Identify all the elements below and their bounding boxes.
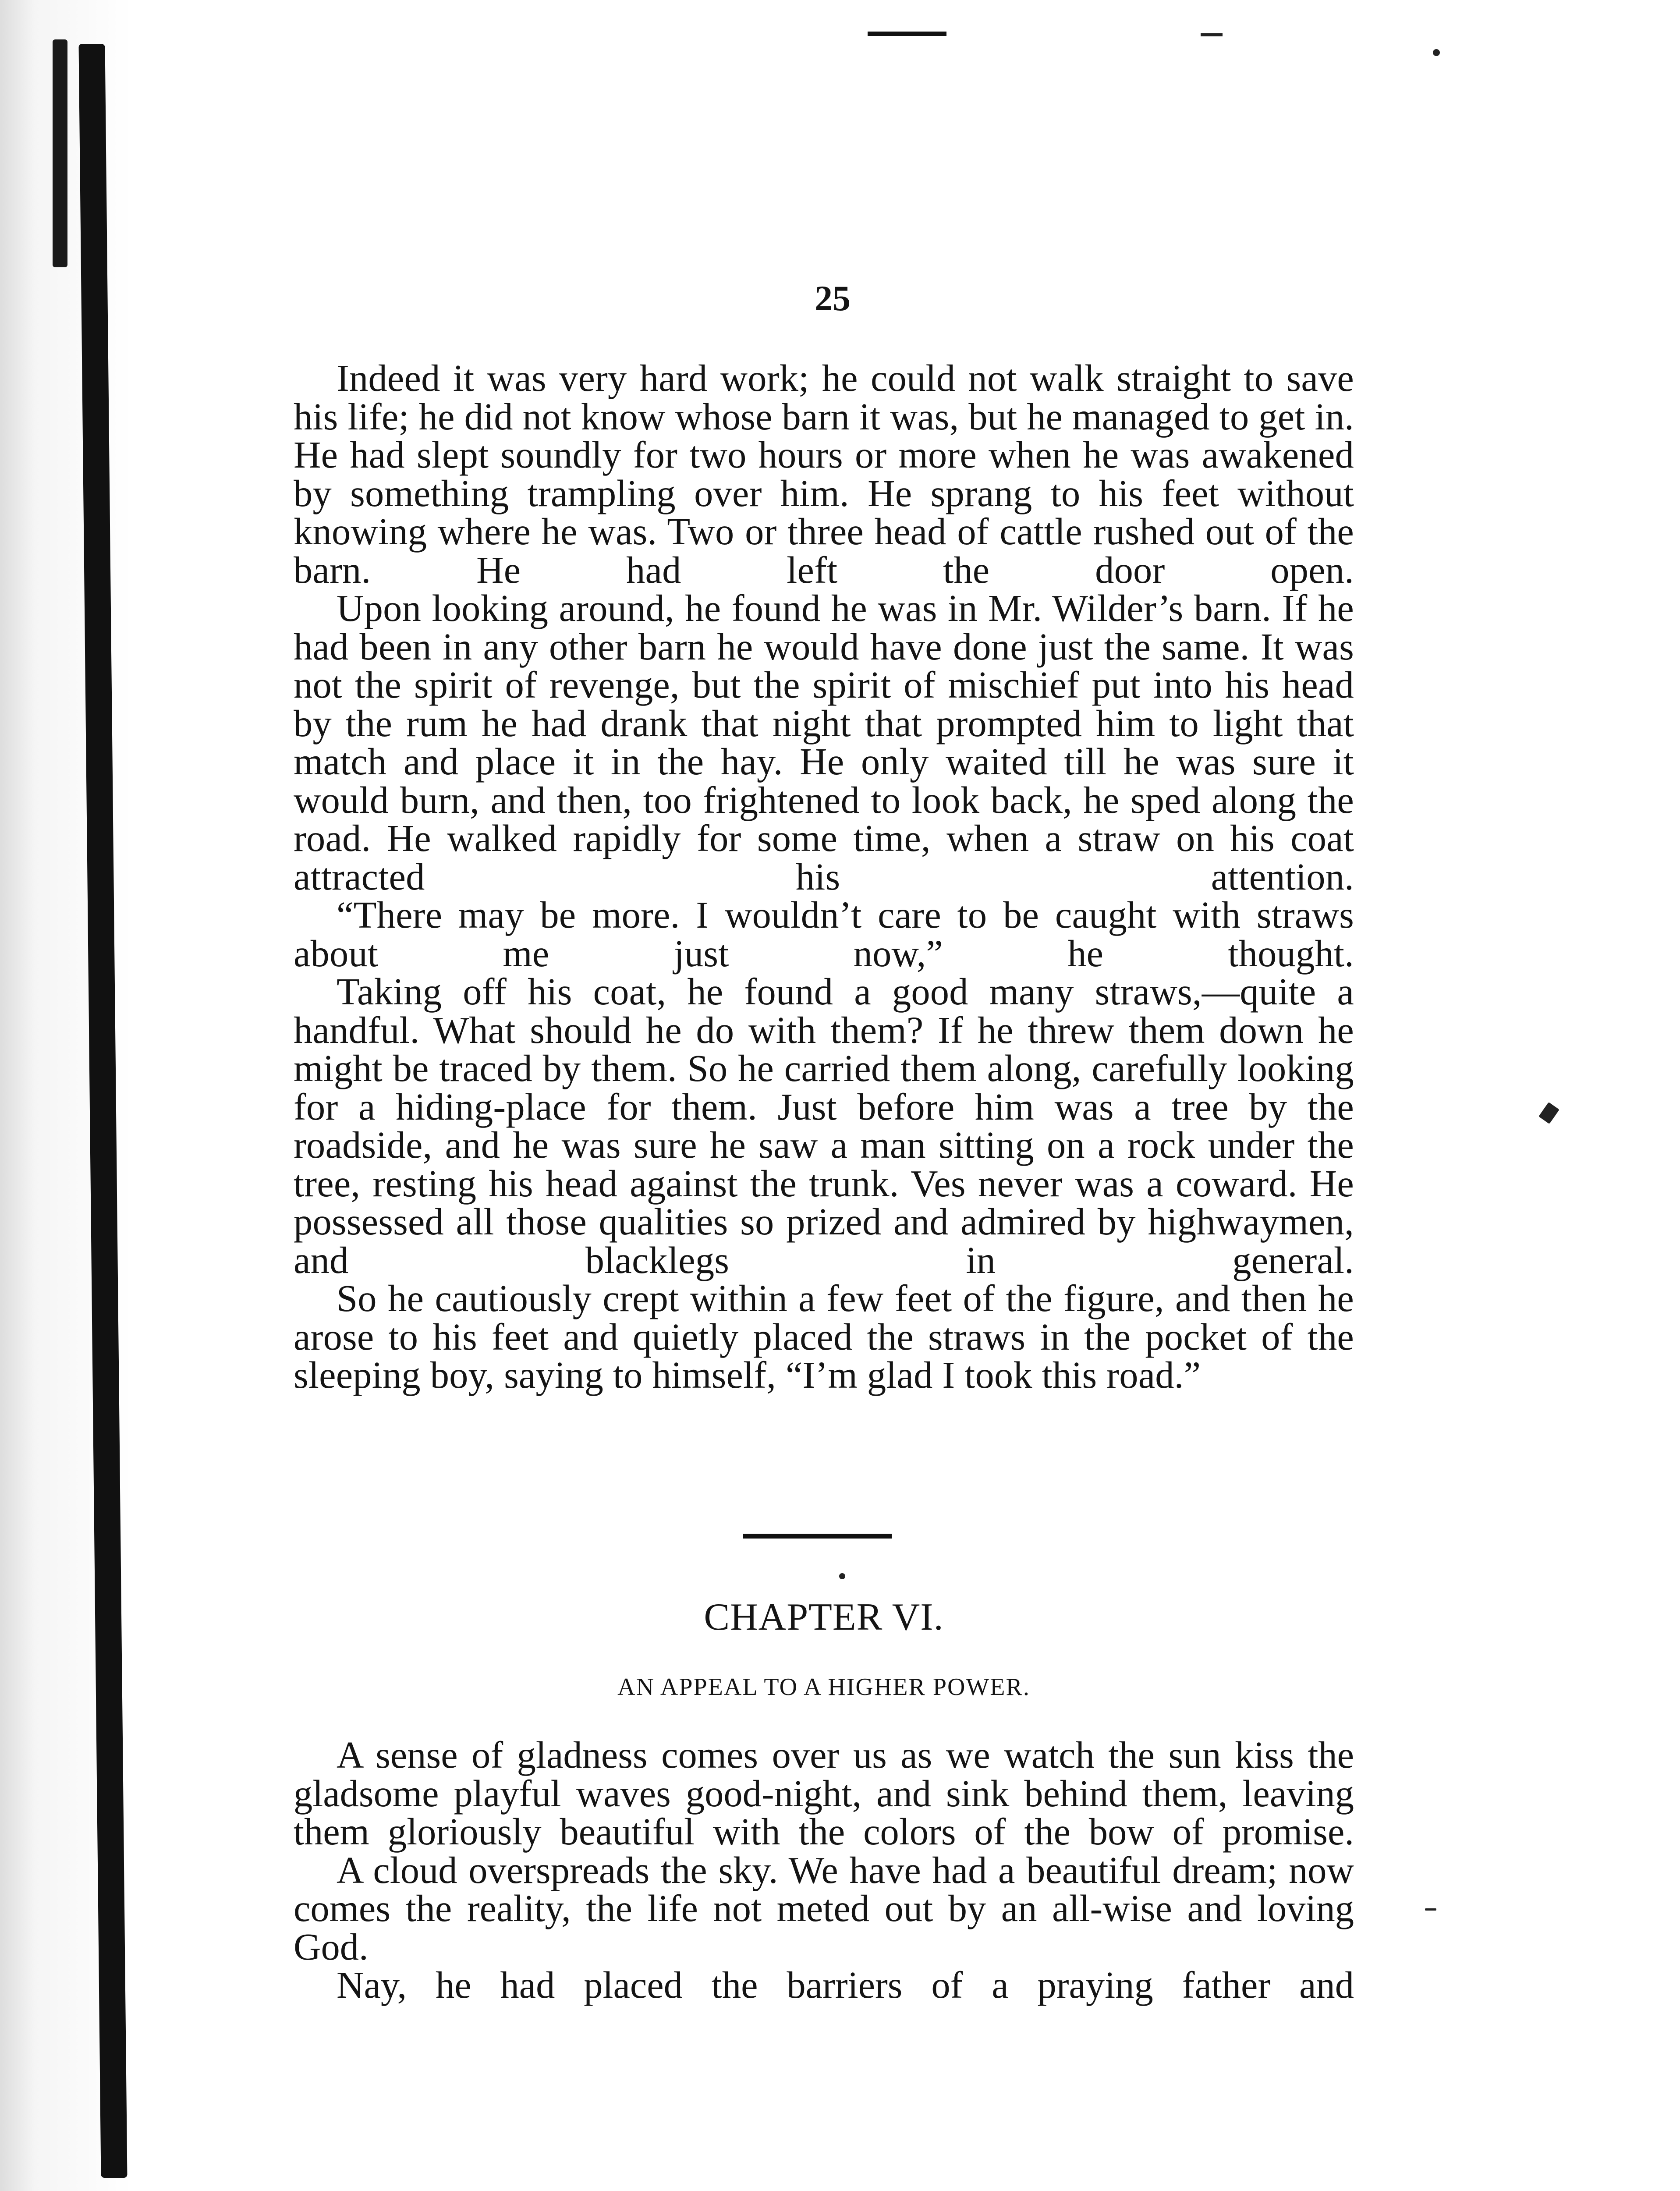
scan-speck xyxy=(1433,49,1440,56)
story-paragraph: “There may be more. I wouldn’t care to be caught with straws about me just now,” he thought. xyxy=(294,894,1354,975)
top-edge-mark xyxy=(868,32,946,36)
chapter-paragraph: A sense of gladness comes over us as we watch the sun kiss the gladsome playful waves good-night, and sink behind them, leaving them gloriously beautiful with the colors of the bow of promise. xyxy=(294,1734,1354,1853)
chapter-paragraph: Nay, he had placed the barriers of a praying father and xyxy=(337,1964,1354,2006)
scan-speck xyxy=(1538,1102,1559,1124)
chapter-text xyxy=(294,1736,1354,2005)
binding-edge-fragment xyxy=(53,39,67,267)
scan-speck xyxy=(839,1573,845,1579)
top-edge-mark-small xyxy=(1201,33,1223,36)
chapter-subtitle: AN APPEAL TO A HIGHER POWER. xyxy=(617,1673,1030,1701)
story-paragraph: So he cautiously crept within a few feet of the figure, and then he arose to his feet and quietly placed the straws in the pocket of the sleeping boy, saying to himself, “I’m glad I took this road.” xyxy=(294,1277,1354,1396)
scan-speck xyxy=(1425,1908,1436,1911)
page-number: 25 xyxy=(815,278,851,318)
story-text xyxy=(294,359,1354,1395)
story-paragraph: Taking off his coat, he found a good many straws,—quite a handful. What should he do with them? If he threw them down he might be traced by them. So he carried them along, carefully looking for a hiding-place for them. Just before him was a tree by the roadside, and he was sure he saw a man sitting on a rock under the tree, resting his head against the trunk. Ves never was a coward. He possessed all those qualities so prized and admired by highwaymen, and blacklegs in general. xyxy=(294,971,1354,1281)
story-paragraph: Indeed it was very hard work; he could not walk straight to save his life; he did not know whose barn it was, but he managed to get in. He had slept soundly for two hours or more when he was awakened by something trampling over him. He sprang to his feet without knowing where he was. Two or three head of cattle rushed out of the barn. He had left the door open. xyxy=(294,357,1354,591)
story-paragraph: Upon looking around, he found he was in Mr. Wilder’s barn. If he had been in any other barn he would have done just the same. It was not the spirit of revenge, but the spirit of mischief put into his head by the rum he had drank that night that prompted him to light that match and place it in the hay. He only waited till he was sure it would burn, and then, too frightened to look back, he sped along the road. He walked rapidly for some time, when a straw on his coat attracted his attention. xyxy=(294,587,1354,898)
chapter-title: CHAPTER VI. xyxy=(704,1596,944,1638)
chapter-paragraph: A cloud overspreads the sky. We have had a beautiful dream; now comes the reality, the life not meted out by an all-wise and loving God. xyxy=(294,1849,1354,1968)
section-divider xyxy=(743,1534,892,1539)
